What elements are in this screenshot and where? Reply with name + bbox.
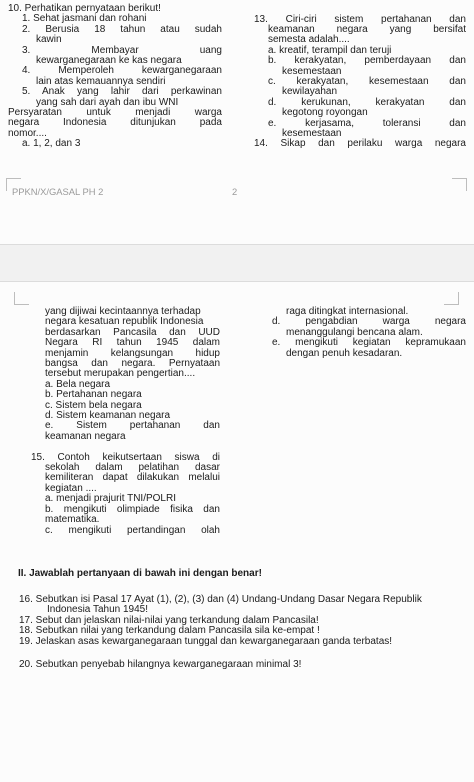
question-20: 20. Sebutkan penyebab hilangnya kewarganegaraan minimal 3! — [19, 659, 302, 671]
column-right-bottom — [258, 307, 466, 359]
text-line: kewilayahan — [282, 86, 338, 98]
text-line: lain atas kemauannya sendiri — [36, 75, 166, 87]
column-left-bottom — [17, 307, 220, 536]
column-left-top — [8, 4, 222, 150]
section-2-heading-text: II. Jawablah pertanyaan di bawah ini dengan benar! — [18, 568, 262, 579]
text-line: 1. Sehat jasmani dan rohani — [22, 13, 147, 25]
text-line: c. mengikuti pertandingan olah — [45, 524, 220, 536]
exam-page-bottom — [0, 282, 474, 782]
section-2-heading — [18, 569, 468, 579]
text-line: a. kreatif, terampil dan teruji — [268, 44, 392, 56]
text-line: nomor.... — [8, 127, 47, 139]
corner-mark-right — [444, 292, 459, 305]
question-16: 16. Sebutkan isi Pasal 17 Ayat (1), (2), (3) dan (4) Undang-Undang Dasar Negara Republik — [19, 594, 422, 605]
text-line: Persyaratan untuk menjadi warga — [8, 107, 222, 119]
text-line: 15. Contoh keikutsertaan siswa di — [31, 451, 220, 463]
text-line: d. pengabdian warga negara — [272, 316, 466, 328]
text-line: kegotong royongan — [282, 107, 368, 119]
text-line: yang dijiwai kecintaannya terhadap — [45, 306, 201, 317]
text-line: bangsa dan negara. Pernyataan — [45, 358, 220, 370]
text-line: menanggulangi bencana alam. — [286, 326, 423, 338]
text-line: negara kesatuan republik Indonesia — [45, 316, 204, 328]
text-line: a. Bela negara — [45, 378, 111, 390]
corner-mark-right — [452, 178, 467, 191]
footer-label: PPKN/X/GASAL PH 2 — [12, 186, 104, 197]
corner-mark-left — [14, 292, 29, 305]
text-line: Negara RI tahun 1945 dalam — [45, 337, 220, 349]
text-line: 14. Sikap dan perilaku warga negara — [254, 138, 466, 150]
text-line: 4. Memperoleh kewarganegaraan — [22, 65, 222, 77]
text-line: menjamin kelangsungan hidup — [45, 347, 220, 359]
text-line: a. menjadi prajurit TNI/POLRI — [45, 493, 176, 505]
text-line: dengan penuh kesadaran. — [286, 347, 403, 359]
text-line: a. 1, 2, dan 3 — [22, 138, 81, 150]
text-line: keamanan negara yang bersifat — [268, 23, 466, 35]
text-line: negara Indonesia ditunjukan pada — [8, 117, 222, 129]
text-line: c. kerakyatan, kesemestaan dan — [268, 75, 466, 87]
text-line: kesemestaan — [282, 127, 342, 139]
text-line: sekolah dalam pelatihan dasar — [45, 462, 220, 474]
text-line: kemiliteran dapat dilakukan melalui — [45, 472, 220, 484]
question-18: 18. Sebutkan nilai yang terkandung dalam Pancasila sila ke-empat ! — [19, 625, 320, 637]
text-line: e. mengikuti kegiatan kepramukaan — [272, 337, 466, 349]
text-line: matematika. — [45, 514, 100, 526]
text-line: 3. Membayar uang — [22, 44, 222, 56]
question-10-title: 10. Perhatikan pernyataan berikut! — [8, 3, 161, 14]
essay-questions — [19, 595, 469, 670]
text-line: d. kerukunan, kerakyatan dan — [268, 96, 466, 108]
question-17: 17. Sebut dan jelaskan nilai-nilai yang terkandung dalam Pancasila! — [19, 614, 319, 626]
text-line: keamanan negara — [45, 430, 126, 442]
exam-page-top — [0, 0, 474, 244]
text-line: 13. Ciri-ciri sistem pertahanan dan — [254, 13, 466, 25]
text-line: berdasarkan Pancasila dan UUD — [45, 326, 220, 338]
text-line: c. Sistem bela negara — [45, 399, 142, 411]
question-16-cont: Indonesia Tahun 1945! — [47, 604, 149, 616]
text-line: e. kerjasama, toleransi dan — [268, 117, 466, 129]
text-line: 5. Anak yang lahir dari perkawinan — [22, 86, 222, 98]
text-line: raga ditingkat internasional. — [286, 306, 409, 317]
text-line: kawin — [36, 34, 62, 46]
page-gap — [0, 244, 474, 282]
page-number: 2 — [232, 186, 238, 197]
text-line: kegiatan .... — [45, 482, 97, 494]
text-line: semesta adalah.... — [268, 34, 350, 46]
text-line: b. mengikuti olimpiade fisika dan — [45, 503, 220, 515]
text-line: d. Sistem keamanan negara — [45, 410, 171, 422]
text-line: b. kerakyatan, pemberdayaan dan — [268, 55, 466, 67]
text-line: b. Pertahanan negara — [45, 389, 142, 401]
text-line: tersebut merupakan pengertian.... — [45, 368, 196, 380]
column-right-top — [254, 15, 466, 150]
text-line: 2. Berusia 18 tahun atau sudah — [22, 23, 222, 35]
text-line: kesemestaan — [282, 65, 342, 77]
text-line: kewarganegaraan ke kas negara — [36, 55, 182, 67]
question-19: 19. Jelaskan asas kewarganegaraan tunggal dan kewarganegaraan ganda terbatas! — [19, 635, 393, 647]
text-line: e. Sistem pertahanan dan — [45, 420, 220, 432]
text-line: yang sah dari ayah dan ibu WNI — [36, 96, 179, 108]
